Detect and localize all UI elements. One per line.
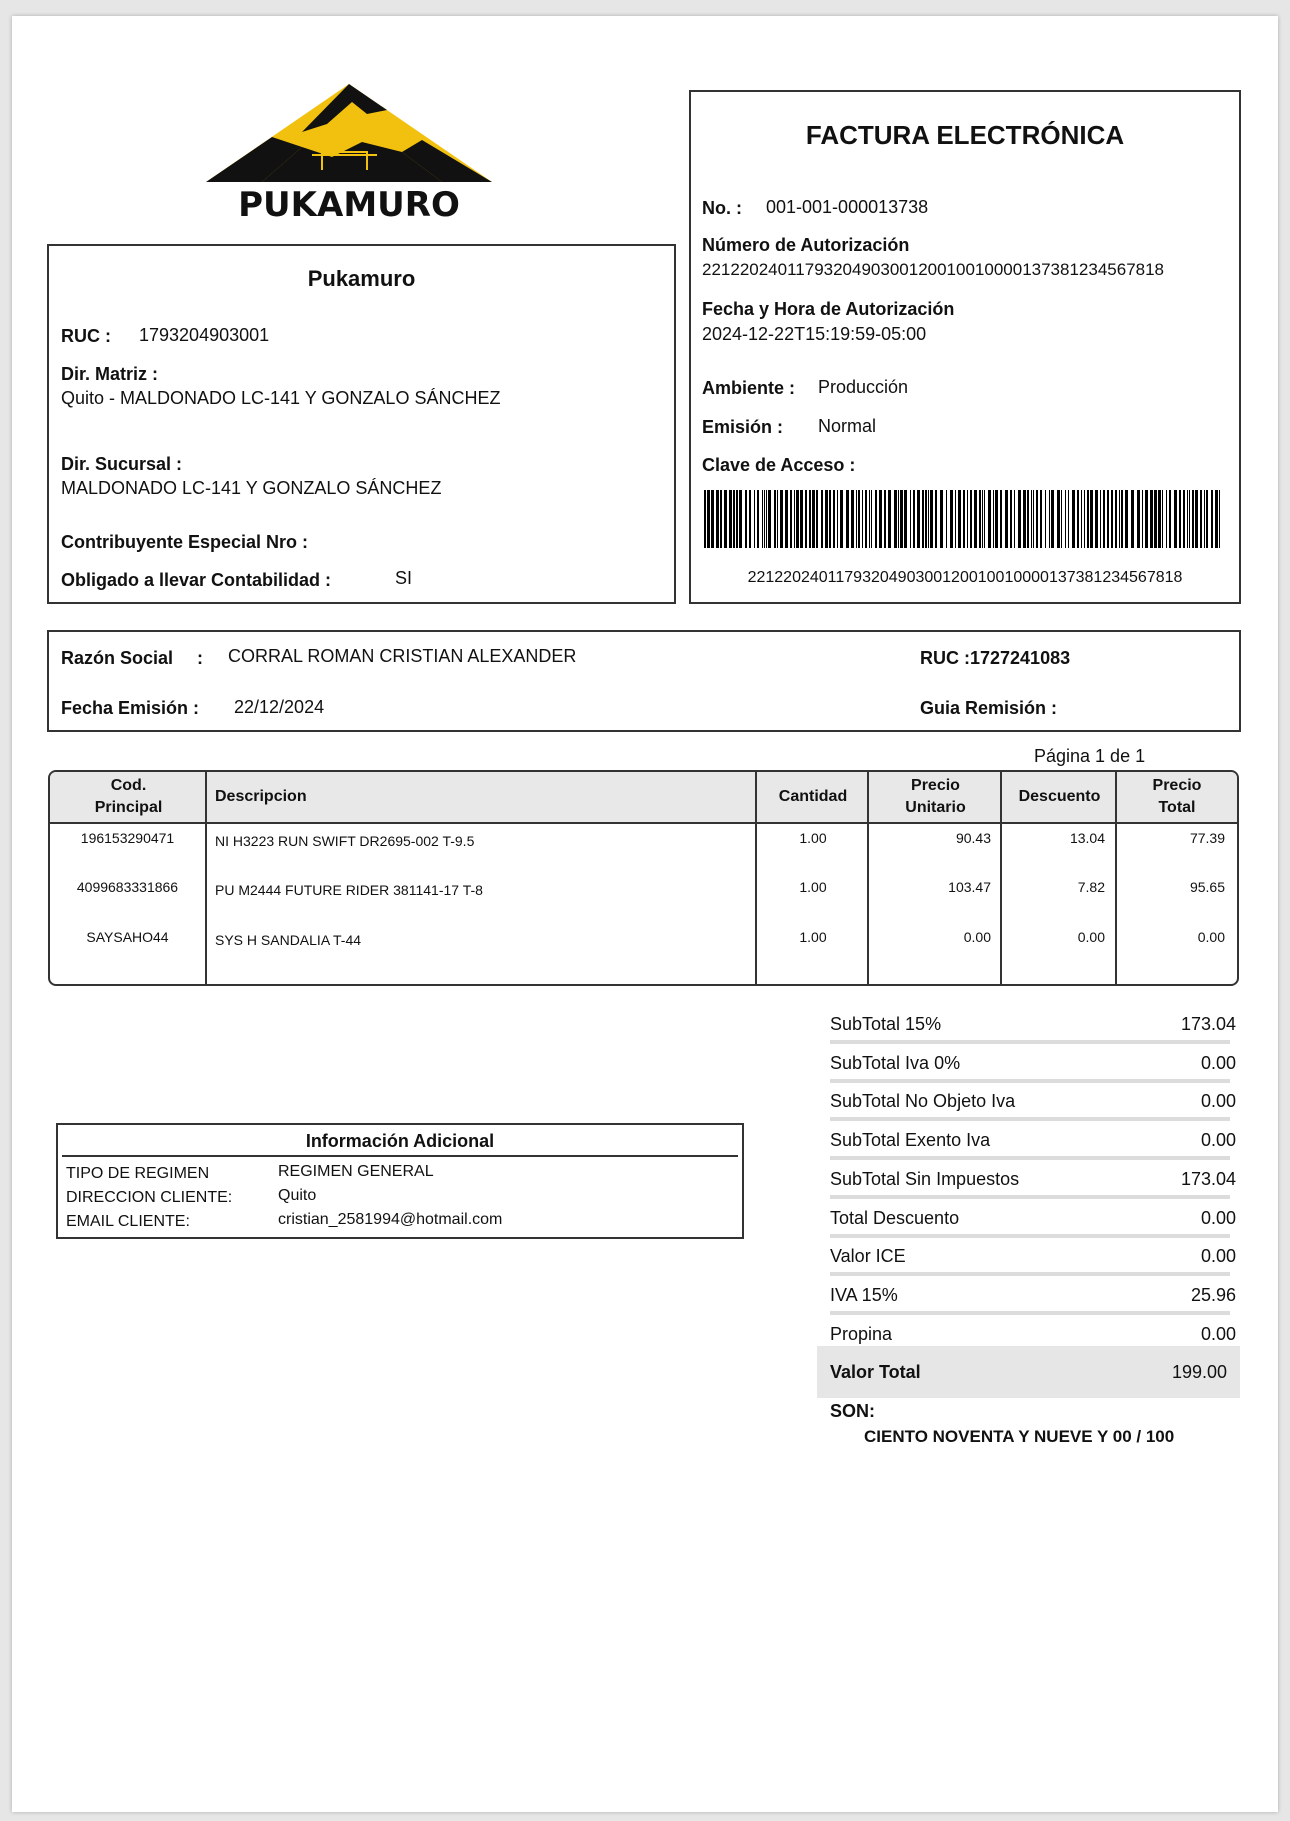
- razon-social-separator: :: [197, 648, 203, 668]
- cell-unit-price: 90.43: [955, 830, 991, 846]
- dir-sucursal-label: Dir. Sucursal :: [61, 454, 183, 474]
- header-precio-total: Precio Total: [1117, 772, 1237, 824]
- fecha-autorizacion: 2024-12-22T15:19:59-05:00: [702, 324, 927, 344]
- header-precio-unitario: Precio Unitario: [869, 772, 1002, 824]
- invoice-title: FACTURA ELECTRÓNICA: [805, 120, 1125, 150]
- cell-quantity: 1.00: [799, 830, 827, 846]
- header-cantidad: Cantidad: [757, 772, 869, 824]
- total-label: SubTotal Exento Iva: [830, 1130, 991, 1151]
- fecha-autorizacion-label: Fecha y Hora de Autorización: [702, 299, 955, 319]
- info-value: cristian_2581994@hotmail.com: [278, 1211, 503, 1228]
- mountain-logo-icon: [202, 52, 496, 187]
- valor-total-label: Valor Total: [830, 1362, 921, 1382]
- son-text: CIENTO NOVENTA Y NUEVE Y 00 / 100: [864, 1427, 1175, 1446]
- info-adicional-box: [56, 1123, 744, 1239]
- total-label: Valor ICE: [830, 1246, 906, 1267]
- logo-text: PUKAMURO: [238, 185, 460, 225]
- total-value: 0.00: [1200, 1246, 1236, 1267]
- header-cod-principal: Cod. Principal: [50, 772, 207, 824]
- invoice-no-label: No. :: [702, 198, 742, 218]
- guia-remision-label: Guia Remisión :: [920, 698, 1058, 718]
- total-label: IVA 15%: [830, 1284, 898, 1305]
- cell-discount: 13.04: [1069, 830, 1105, 846]
- total-value: 0.00: [1200, 1207, 1236, 1228]
- company-logo: [202, 52, 496, 232]
- dir-sucursal: MALDONADO LC-141 Y GONZALO SÁNCHEZ: [61, 478, 442, 498]
- razon-social: CORRAL ROMAN CRISTIAN ALEXANDER: [228, 646, 577, 666]
- fecha-emision-label: Fecha Emisión :: [61, 698, 200, 718]
- valor-total-row: [817, 1346, 1240, 1398]
- emision-label: Emisión :: [702, 417, 784, 437]
- info-key: EMAIL CLIENTE:: [66, 1213, 190, 1230]
- total-row: [830, 1049, 1240, 1083]
- cell-code: 196153290471: [80, 830, 175, 846]
- emision-value: Normal: [818, 416, 877, 436]
- invoice-info-box: [689, 90, 1241, 604]
- total-row: [830, 1010, 1240, 1044]
- cell-description: PU M2444 FUTURE RIDER 381141-17 T-8: [215, 882, 483, 898]
- contabilidad-value: SI: [395, 568, 413, 588]
- page-indicator: Página 1 de 1: [1034, 746, 1146, 766]
- ruc-label: RUC :: [61, 326, 111, 346]
- cell-discount: 0.00: [1077, 929, 1105, 945]
- total-label: SubTotal Sin Impuestos: [830, 1168, 1020, 1189]
- cell-unit-price: 103.47: [948, 879, 991, 895]
- clave-label: Clave de Acceso :: [702, 455, 856, 475]
- info-key: TIPO DE REGIMEN: [66, 1165, 210, 1182]
- total-label: Total Descuento: [830, 1207, 960, 1228]
- company-info-box: [47, 244, 676, 604]
- contabilidad-label: Obligado a llevar Contabilidad :: [61, 570, 332, 590]
- info-key: DIRECCION CLIENTE:: [66, 1189, 233, 1206]
- header-descuento: Descuento: [1002, 772, 1117, 824]
- ambiente-label: Ambiente :: [702, 378, 796, 398]
- invoice-no: 001-001-000013738: [766, 197, 929, 217]
- total-row: [830, 1242, 1240, 1276]
- cell-quantity: 1.00: [799, 929, 827, 945]
- clave-acceso: 2212202401179320490300120010010000137381234567818: [747, 569, 1183, 586]
- total-value: 0.00: [1200, 1091, 1236, 1112]
- info-value: REGIMEN GENERAL: [278, 1163, 434, 1180]
- total-value: 25.96: [1190, 1284, 1236, 1305]
- razon-social-label: Razón Social: [61, 648, 174, 668]
- ambiente-value: Producción: [818, 377, 909, 397]
- company-ruc: 1793204903001: [139, 325, 270, 345]
- client-ruc: RUC :1727241083: [920, 648, 1071, 668]
- items-table: [48, 770, 1239, 986]
- total-label: SubTotal 15%: [830, 1014, 942, 1034]
- cell-quantity: 1.00: [799, 879, 827, 895]
- total-row: [830, 1087, 1240, 1121]
- cell-code: SAYSAHO44: [86, 929, 169, 945]
- total-row: [830, 1126, 1240, 1160]
- total-value: 173.04: [1180, 1168, 1236, 1189]
- contribuyente-label: Contribuyente Especial Nro :: [61, 532, 309, 552]
- valor-total-value: 199.00: [1171, 1362, 1227, 1382]
- son-label: SON:: [830, 1401, 875, 1421]
- total-label: Propina: [830, 1323, 893, 1344]
- total-row: [830, 1165, 1240, 1199]
- total-value: 0.00: [1200, 1130, 1236, 1151]
- cell-description: SYS H SANDALIA T-44: [215, 932, 362, 948]
- company-name: Pukamuro: [307, 266, 416, 291]
- cell-description: NI H3223 RUN SWIFT DR2695-002 T-9.5: [215, 833, 475, 849]
- cell-discount: 7.82: [1077, 879, 1105, 895]
- cell-code: 4099683331866: [76, 879, 179, 895]
- total-row: [830, 1204, 1240, 1238]
- total-value: 0.00: [1200, 1052, 1236, 1073]
- total-value: 0.00: [1200, 1323, 1236, 1344]
- info-value: Quito: [278, 1187, 317, 1204]
- total-label: SubTotal Iva 0%: [830, 1052, 961, 1073]
- total-row: [830, 1281, 1240, 1315]
- barcode-icon: [704, 490, 1220, 548]
- cell-unit-price: 0.00: [963, 929, 991, 945]
- fecha-emision: 22/12/2024: [234, 697, 325, 717]
- dir-matriz: Quito - MALDONADO LC-141 Y GONZALO SÁNCHEZ: [61, 388, 501, 408]
- cell-total: 95.65: [1189, 879, 1225, 895]
- total-label: SubTotal No Objeto Iva: [830, 1091, 1016, 1112]
- autorizacion-label: Número de Autorización: [702, 235, 910, 255]
- header-descripcion: Descripcion: [207, 772, 757, 824]
- dir-matriz-label: Dir. Matriz :: [61, 364, 159, 384]
- cell-total: 77.39: [1189, 830, 1225, 846]
- total-value: 173.04: [1180, 1014, 1236, 1034]
- client-info-box: [47, 630, 1241, 732]
- autorizacion-number: 2212202401179320490300120010010000137381234567818: [702, 260, 1165, 279]
- cell-total: 0.00: [1197, 929, 1225, 945]
- info-adicional-title: Información Adicional: [305, 1131, 495, 1151]
